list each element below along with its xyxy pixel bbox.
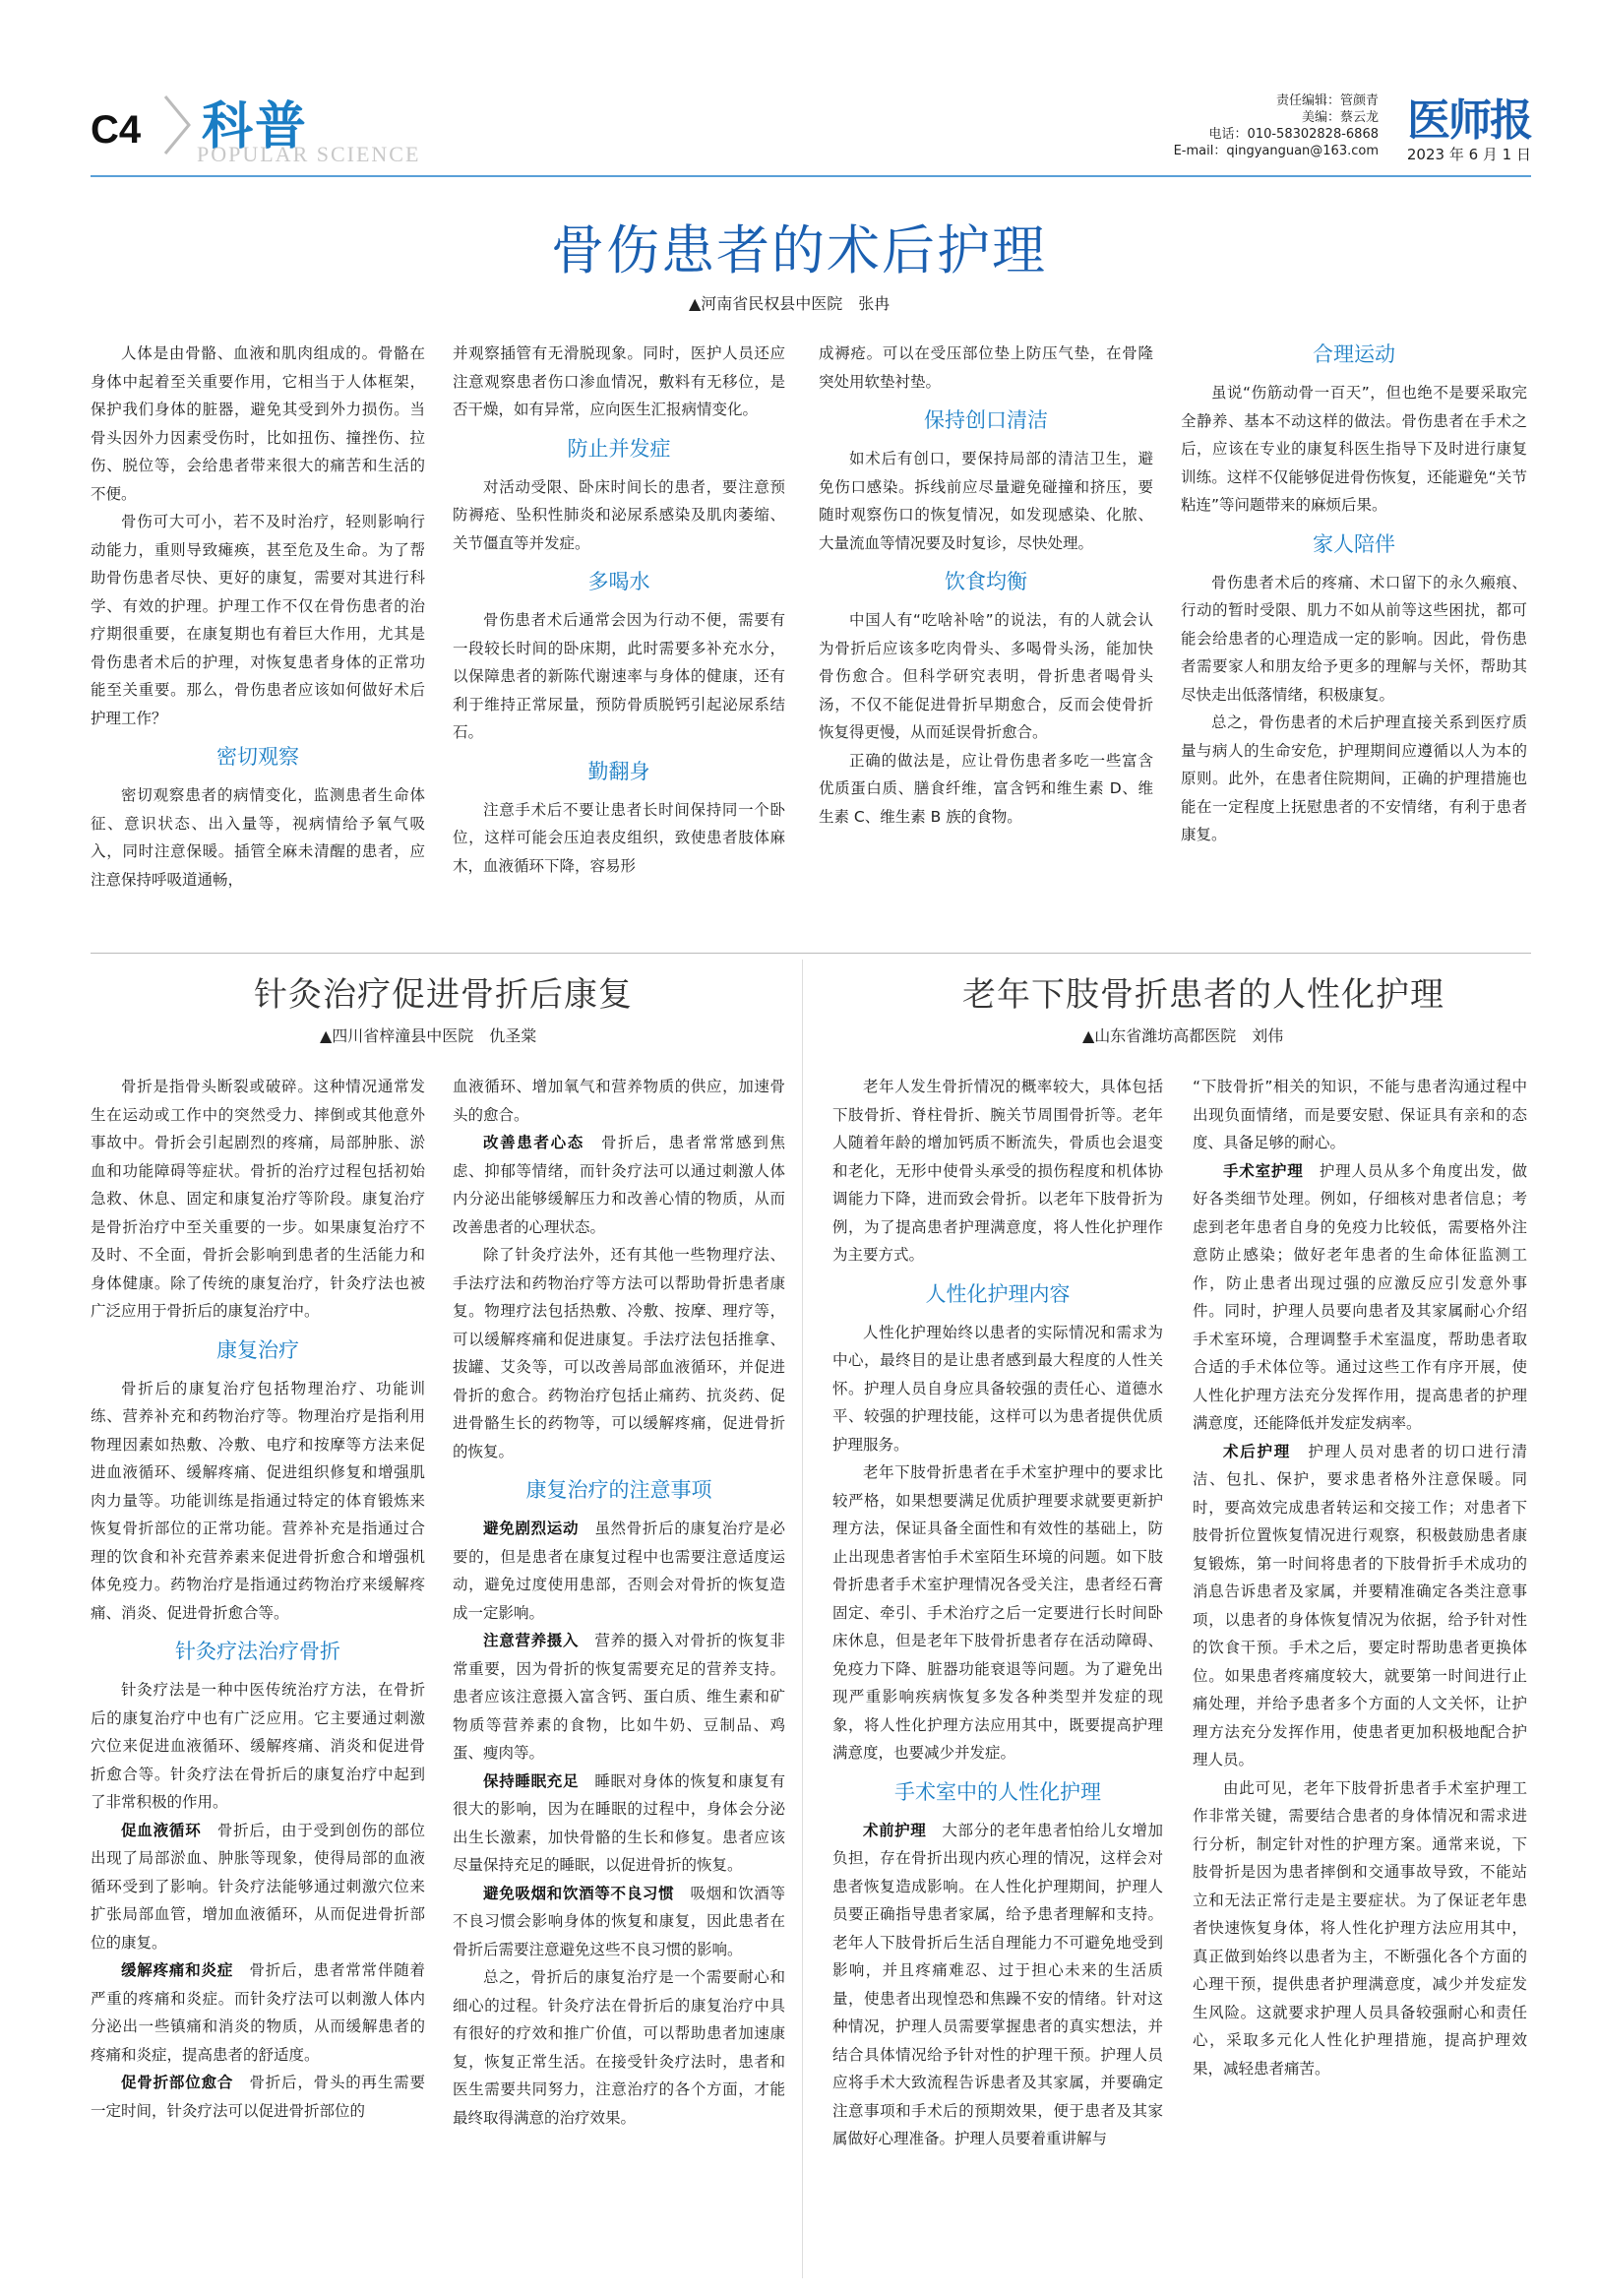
bold-lead: 保持睡眠充足 <box>483 1771 580 1790</box>
paragraph: 虽说“伤筋动骨一百天”，但也绝不是要采取完全静养、基本不动这样的做法。骨伤患者在手术之后，应该在专业的康复科医生指导下及时进行康复训练。这样不仅能够促进骨伤恢复，还能避免“关节粘连”等问题带来的麻烦后果。 <box>1181 384 1527 514</box>
paragraph: “下肢骨折”相关的知识，不能与患者沟通过程中出现负面情绪，而是要安慰、保证具有亲和的态度、具备足够的耐心。 <box>1193 1078 1527 1151</box>
bold-lead: 术后护理 <box>1223 1442 1292 1460</box>
bold-lead: 促骨折部位愈合 <box>121 2074 234 2091</box>
paragraph: 正确的做法是，应让骨伤患者多吃一些富含优质蛋白质、膳食纤维，富含钙和维生素 D、维生素 C、维生素 B 族的食物。 <box>819 751 1153 826</box>
bold-lead: 避免剧烈运动 <box>483 1520 580 1537</box>
article-byline-acupuncture: ▲四川省梓潼县中医院 仇圣棠 <box>320 1026 537 1045</box>
section-heading: 饮食均衡 <box>945 570 1027 593</box>
section-heading: 保持创口清洁 <box>924 408 1048 432</box>
paragraph: 密切观察患者的病情变化，监测患者生命体征、意识状态、出入量等，视病情给予氧气吸入，同时注意保暖。插管全麻未清醒的患者，应注意保持呼吸道通畅， <box>91 786 425 889</box>
editor-credits <box>1113 93 1379 159</box>
credit-phone: 电话：010-58302828-6868 <box>1208 127 1379 142</box>
bold-lead: 手术室护理 <box>1223 1161 1304 1180</box>
section-heading: 合理运动 <box>1313 342 1395 366</box>
paragraph: 缓解疼痛和炎症 骨折后，患者常常伴随着严重的疼痛和炎症。而针灸疗法可以刺激人体内分泌出一些镇痛和消炎的物质，从而缓解患者的疼痛和炎症，提高患者的舒适度。 <box>91 1961 425 2064</box>
paragraph: 骨伤患者术后通常会因为行动不便，需要有一段较长时间的卧床期，此时需要多补充水分，以保障患者的新陈代谢速率与身体的健康，还有利于维持正常尿量，预防骨质脱钙引起泌尿系结石。 <box>453 611 785 741</box>
credit-email: E-mail：qingyanguan@163.com <box>1173 144 1379 158</box>
paragraph: 保持睡眠充足 睡眠对身体的恢复和康复有很大的影响，因为在睡眠的过程中，身体会分泌出生长激素，加快骨骼的生长和修复。患者应该尽量保持充足的睡眠，以促进骨折的恢复。 <box>453 1771 785 1874</box>
article2-column-2 <box>453 1073 785 2132</box>
section-heading: 家人陪伴 <box>1313 531 1395 556</box>
paragraph: 骨折是指骨头断裂或破碎。这种情况通常发生在运动或工作中的突然受力、摔倒或其他意外事故中。骨折会引起剧烈的疼痛，局部肿胀、淤血和功能障碍等症状。骨折的治疗过程包括初始急救、休息、固定和康复治疗等阶段。康复治疗是骨折治疗中至关重要的一步。如果康复治疗不及时、不全面，骨折会影响到患者的生活能力和身体健康。除了传统的康复治疗，针灸疗法也被广泛应用于骨折后的康复治疗中。 <box>91 1078 425 1320</box>
paragraph: 总之，骨折后的康复治疗是一个需要耐心和细心的过程。针灸疗法在骨折后的康复治疗中具有很好的疗效和推广价值，可以帮助患者加速康复，恢复正常生活。在接受针灸疗法时，患者和医生需要共同努力，注意治疗的各个方面，才能最终取得满意的治疗效果。 <box>453 1968 785 2127</box>
paragraph: 避免剧烈运动 虽然骨折后的康复治疗是必要的，但是患者在康复过程中也需要注意适度运动，避免过度使用患部，否则会对骨折的恢复造成一定影响。 <box>453 1520 785 1622</box>
paragraph: 中国人有“吃啥补啥”的说法，有的人就会认为骨折后应该多吃肉骨头、多喝骨头汤，能加快骨伤愈合。但科学研究表明，骨折患者喝骨头汤，不仅不能促进骨折早期愈合，反而会使骨折恢复得更慢，从而延误骨折愈合。 <box>819 611 1153 741</box>
paragraph: 成褥疮。可以在受压部位垫上防压气垫，在骨隆突处用软垫衬垫。 <box>819 344 1153 391</box>
paragraph: 手术室护理 护理人员从多个角度出发，做好各类细节处理。例如，仔细核对患者信息；考虑到老年患者自身的免疫力比较低，需要格外注意防止感染；做好老年患者的生命体征监测工作，防止患者出现过强的应激反应引发意外事件。同时，护理人员要向患者及其家属耐心介绍手术室环境，合理调整手术室温度，帮助患者取合适的手术体位等。通过这些工作有序开展，使人性化护理方法充分发挥作用，提高患者的护理满意度，还能降低并发症发病率。 <box>1193 1161 1527 1432</box>
paragraph: 改善患者心态 骨折后，患者常常感到焦虑、抑郁等情绪，而针灸疗法可以通过刺激人体内分泌出能够缓解压力和改善心情的物质，从而改善患者的心理状态。 <box>453 1134 785 1236</box>
paragraph: 注意手术后不要让患者长时间保持同一个卧位，这样可能会压迫表皮组织，致使患者肢体麻木，血液循环下降，容易形 <box>453 800 785 875</box>
paragraph: 对活动受限、卧床时间长的患者，要注意预防褥疮、坠积性肺炎和泌尿系感染及肌肉萎缩、关节僵直等并发症。 <box>453 477 785 552</box>
page-number: C4 <box>91 108 142 152</box>
paragraph: 促血液循环 骨折后，由于受到创伤的部位出现了局部淤血、肿胀等现象，使得局部的血液循环受到了影响。针灸疗法能够通过刺激穴位来扩张局部血管，增加血液循环，从而促进骨折部位的康复。 <box>91 1821 425 1952</box>
bold-lead: 促血液循环 <box>121 1821 202 1839</box>
article-title-acupuncture: 针灸治疗促进骨折后康复 <box>254 975 633 1015</box>
article-title-elderly-fracture: 老年下肢骨折患者的人性化护理 <box>962 975 1444 1015</box>
paragraph: 针灸疗法是一种中医传统治疗方法，在骨折后的康复治疗中也有广泛应用。它主要通过刺激穴位来促进血液循环、缓解疼痛、消炎和促进骨折愈合等。针灸疗法在骨折后的康复治疗中起到了非常积极的作用。 <box>91 1681 425 1811</box>
paragraph: 注意营养摄入 营养的摄入对骨折的恢复非常重要，因为骨折的恢复需要充足的营养支持。患者应该注意摄入富含钙、蛋白质、维生素和矿物质等营养素的食物，比如牛奶、豆制品、鸡蛋、瘦肉等。 <box>453 1632 785 1762</box>
paragraph: 老年人发生骨折情况的概率较大，具体包括下肢骨折、脊柱骨折、腕关节周围骨折等。老年人随着年龄的增加钙质不断流失，骨质也会退变和老化，无形中使骨头承受的损伤程度和机体协调能力下降，进而致会骨折。以老年下肢骨折为例，为了提高患者护理满意度，将人性化护理作为主要方式。 <box>832 1078 1163 1264</box>
article-byline-main: ▲河南省民权县中医院 张冉 <box>689 294 891 313</box>
chevron-right-icon <box>157 91 199 159</box>
paragraph: 骨伤患者术后的疼痛、术口留下的永久瘢痕、行动的暂时受限、肌力不如从前等这些困扰，都可能会给患者的心理造成一定的影响。因此，骨伤患者需要家人和朋友给予更多的理解与关怀，帮助其尽快走出低落情绪，积极康复。 <box>1181 573 1527 704</box>
paragraph: 并观察插管有无滑脱现象。同时，医护人员还应注意观察患者伤口渗血情况，敷料有无移位，是否干燥，如有异常，应向医生汇报病情变化。 <box>453 344 785 418</box>
paragraph: 避免吸烟和饮酒等不良习惯 吸烟和饮酒等不良习惯会影响身体的恢复和康复，因此患者在骨折后需要注意避免这些不良习惯的影响。 <box>453 1884 785 1958</box>
paragraph: 骨伤可大可小，若不及时治疗，轻则影响行动能力，重则导致瘫痪，甚至危及生命。为了帮助骨伤患者尽快、更好的康复，需要对其进行科学、有效的护理。护理工作不仅在骨伤患者的治疗期很重要，在康复期也有着巨大作用，尤其是骨伤患者术后的护理，对恢复患者身体的正常功能至关重要。那么，骨伤患者应该如何做好术后护理工作？ <box>91 513 425 727</box>
paragraph: 促骨折部位愈合 骨折后，骨头的再生需要一定时间，针灸疗法可以促进骨折部位的 <box>91 2074 425 2120</box>
section-heading: 康复治疗的注意事项 <box>525 1478 712 1502</box>
paragraph: 骨折后的康复治疗包括物理治疗、功能训练、营养补充和药物治疗等。物理治疗是指利用物理因素如热敷、冷敷、电疗和按摩等方法来促进血液循环、缓解疼痛、促进组织修复和增强肌肉力量等。功能训练是指通过特定的体育锻炼来恢复骨折部位的正常功能。营养补充是指通过合理的饮食和补充营养素来促进骨折愈合和增强机体免疫力。药物治疗是指通过药物治疗来缓解疼痛、消炎、促进骨折愈合等。 <box>91 1379 425 1622</box>
section-subtitle: POPULAR SCIENCE <box>197 142 421 166</box>
bold-lead: 避免吸烟和饮酒等不良习惯 <box>483 1884 675 1902</box>
paragraph: 人性化护理始终以患者的实际情况和需求为中心，最终目的是让患者感到最大程度的人性关怀。护理人员自身应具备较强的责任心、道德水平、较强的护理技能，这样可以为患者提供优质护理服务。 <box>832 1323 1163 1454</box>
bold-lead: 改善患者心态 <box>483 1134 584 1151</box>
credit-editor: 责任编辑：管颜青 <box>1275 93 1379 108</box>
section-heading: 防止并发症 <box>567 436 671 461</box>
article3-column-1 <box>832 1073 1163 2153</box>
bold-lead: 注意营养摄入 <box>483 1632 580 1649</box>
section-heading: 多喝水 <box>587 570 650 593</box>
article1-column-2 <box>453 340 785 880</box>
article-title-main: 骨伤患者的术后护理 <box>551 219 1047 281</box>
section-heading: 勤翻身 <box>587 759 650 783</box>
section-divider <box>91 953 1531 954</box>
column-divider <box>802 960 803 2278</box>
paragraph: 由此可见，老年下肢骨折患者手术室护理工作非常关键，需要结合患者的身体情况和需求进行分析，制定针对性的护理方案。通常来说，下肢骨折是因为患者摔倒和交通事故导致，不能站立和无法正常行走是主要症状。为了保证老年患者快速恢复身体，将人性化护理方法应用其中，真正做到始终以患者为主，不断强化各个方面的心理干预，提供患者护理满意度，减少并发症发生风险。这就要求护理人员具备较强耐心和责任心，采取多元化人性化护理措施，提高护理效果，减轻患者痛苦。 <box>1193 1778 1527 2078</box>
issue-date: 2023 年 6 月 1 日 <box>1406 146 1531 163</box>
article3-column-2 <box>1193 1073 1527 2082</box>
masthead-logo: 医师报 <box>1407 95 1531 146</box>
article1-column-1 <box>91 340 425 894</box>
article1-column-3 <box>819 340 1153 831</box>
bold-lead: 缓解疼痛和炎症 <box>121 1961 234 1979</box>
section-heading: 康复治疗 <box>216 1337 299 1362</box>
section-title: 科普 <box>202 97 309 156</box>
paragraph: 血液循环、增加氧气和营养物质的供应，加速骨头的愈合。 <box>453 1078 785 1124</box>
paragraph: 人体是由骨骼、血液和肌肉组成的。骨骼在身体中起着至关重要作用，它相当于人体框架，保护我们身体的脏器，避免其受到外力损伤。当骨头因外力因素受伤时，比如扭伤、撞挫伤、拉伤、脱位等，会给患者带来很大的痛苦和生活的不便。 <box>91 344 425 503</box>
article1-column-4 <box>1181 340 1527 849</box>
section-heading: 针灸疗法治疗骨折 <box>175 1640 340 1663</box>
article2-column-1 <box>91 1073 425 2125</box>
paragraph: 术后护理 护理人员对患者的切口进行清洁、包扎、保护，要求患者格外注意保暖。同时，要高效完成患者转运和交接工作；对患者下肢骨折位置恢复情况进行观察，积极鼓励患者康复锻炼，第一时间将患者的下肢骨折手术成功的消息告诉患者及家属，并要精准确定各类注意事项，以患者的身体恢复情况为依据，给予针对性的饮食干预。手术之后，要定时帮助患者更换体位。如果患者疼痛度较大，就要第一时间进行止痛处理，并给予患者多个方面的人文关怀，让护理方法充分发挥作用，使患者更加积极地配合护理人员。 <box>1193 1442 1527 1769</box>
paragraph: 老年下肢骨折患者在手术室护理中的要求比较严格，如果想要满足优质护理要求就要更新护理方法，保证具备全面性和有效性的基础上，防止出现患者害怕手术室陌生环境的问题。如下肢骨折患者手术室护理情况各受关注，患者经石膏固定、牵引、手术治疗之后一定要进行长时间卧床休息，但是老年下肢骨折患者存在活动障碍、免疫力下降、脏器功能衰退等问题。为了避免出现严重影响疾病恢复多发各种类型并发症的现象，将人性化护理方法应用其中，既要提高护理满意度，也要减少并发症。 <box>832 1463 1163 1762</box>
header-divider <box>91 175 1531 177</box>
section-heading: 密切观察 <box>216 745 299 769</box>
paragraph: 如术后有创口，要保持局部的清洁卫生，避免伤口感染。拆线前应尽量避免碰撞和挤压，要随时观察伤口的恢复情况，如发现感染、化脓、大量流血等情况要及时复诊，尽快处理。 <box>819 450 1153 552</box>
credit-designer: 美编：蔡云龙 <box>1301 110 1379 125</box>
paragraph: 术前护理 大部分的老年患者怕给儿女增加负担，存在骨折出现内疚心理的情况，这样会对患者恢复造成影响。在人性化护理期间，护理人员要正确指导患者家属，给予患者理解和支持。老年人下肢骨折后生活自理能力不可避免地受到影响，并且疼痛难忍、过于担心未来的生活质量，使患者出现惶恐和焦躁不安的情绪。针对这种情况，护理人员需要掌握患者的真实想法，并结合具体情况给予针对性的护理干预。护理人员应将手术大致流程告诉患者及其家属，并要确定注意事项和手术后的预期效果，便于患者及其家属做好心理准备。护理人员要着重讲解与 <box>832 1821 1163 2147</box>
bold-lead: 术前护理 <box>863 1821 927 1839</box>
article-byline-elderly-fracture: ▲山东省潍坊高都医院 刘伟 <box>1082 1026 1284 1045</box>
section-heading: 手术室中的人性化护理 <box>894 1779 1101 1804</box>
paragraph: 总之，骨伤患者的术后护理直接关系到医疗质量与病人的生命安危，护理期间应遵循以人为本的原则。此外，在患者住院期间，正确的护理措施也能在一定程度上抚慰患者的不安情绪，有利于患者康复。 <box>1181 714 1527 843</box>
section-heading: 人性化护理内容 <box>925 1281 1071 1306</box>
paragraph: 除了针灸疗法外，还有其他一些物理疗法、手法疗法和药物治疗等方法可以帮助骨折患者康复。物理疗法包括热敷、冷敷、按摩、理疗等，可以缓解疼痛和促进康复。手法疗法包括推拿、拔罐、艾灸等，可以改善局部血液循环，并促进骨折的愈合。药物治疗包括止痛药、抗炎药、促进骨骼生长的药物等，可以缓解疼痛，促进骨折的恢复。 <box>453 1246 785 1460</box>
